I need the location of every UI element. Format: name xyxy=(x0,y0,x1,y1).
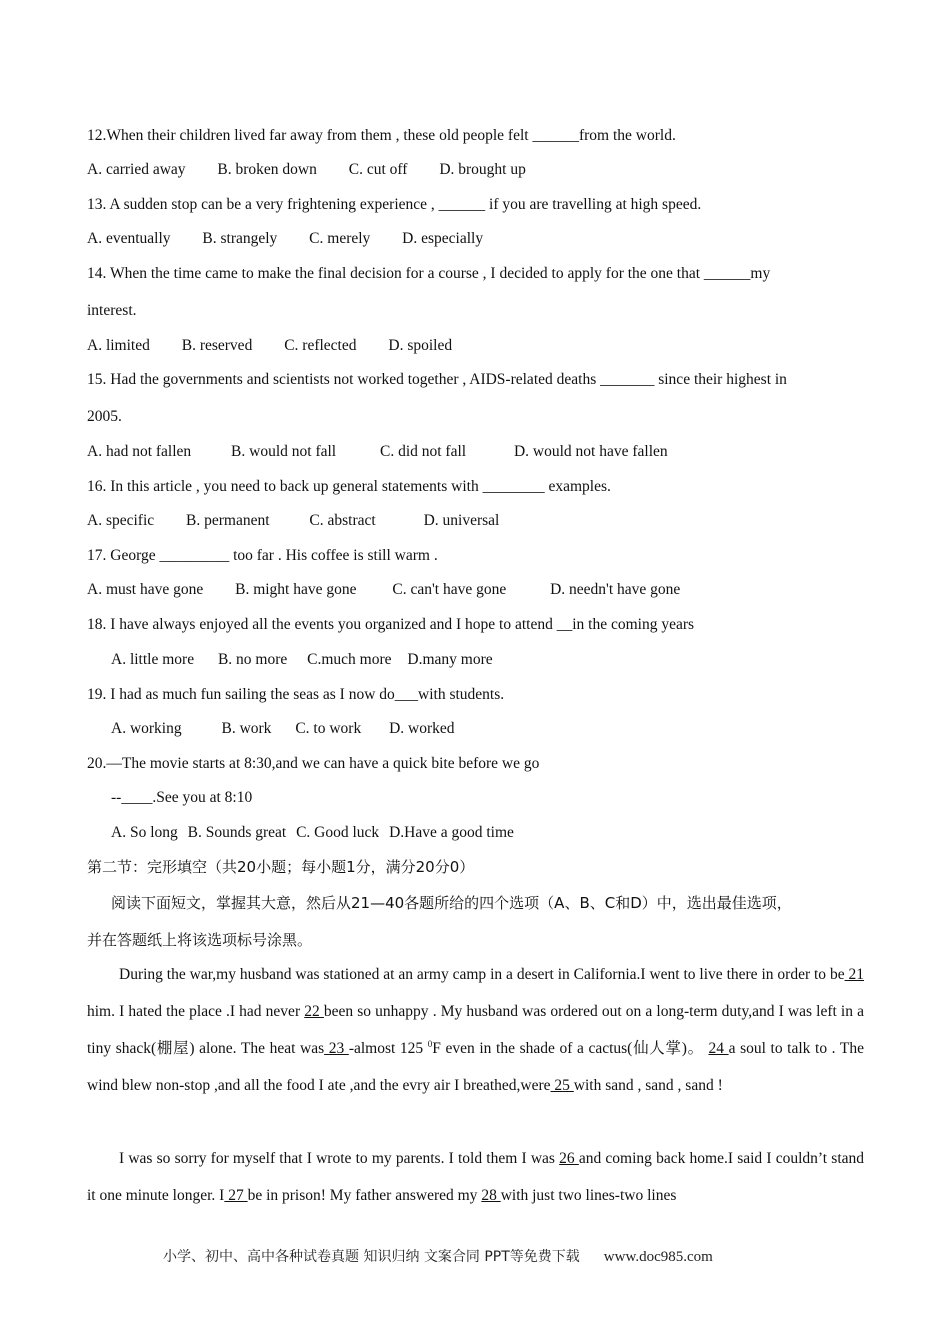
option-c: C. cut off xyxy=(348,161,408,178)
question-12-options xyxy=(87,160,526,180)
option-a: A. eventually xyxy=(87,230,171,247)
option-b: B. work xyxy=(221,720,272,737)
question-20-stem-continued: --____.See you at 8:10 xyxy=(111,789,253,806)
option-b: B. broken down xyxy=(217,161,317,178)
option-c: C.much more xyxy=(307,651,392,668)
question-16-stem: 16. In this article , you need to back up general statements with ________ examples. xyxy=(87,478,611,495)
option-c: C. Good luck xyxy=(296,824,380,841)
question-13-stem: 13. A sudden stop can be a very frightening experience , ______ if you are travelling at high speed. xyxy=(87,196,702,213)
blank-24: 24 xyxy=(708,1040,729,1057)
section-heading: 第二节：完形填空（共20小题；每小题1分，满分20分0） xyxy=(87,858,475,876)
option-d: D. brought up xyxy=(439,161,526,178)
option-b: B. might have gone xyxy=(235,581,357,598)
passage-paragraph-2: I was so sorry for myself that I wrote to my parents. I told them I was 26 and coming back home.I said I couldn’t stand it one minute longer. I 27 be in prison! My father answered my 28 with just two lines-two lines xyxy=(87,1150,865,1204)
option-a: A. So long xyxy=(111,824,178,841)
option-d: D. worked xyxy=(389,720,455,737)
question-17-stem: 17. George _________ too far . His coffee is still warm . xyxy=(87,547,438,564)
question-14-options xyxy=(87,336,452,356)
blank-21: 21 xyxy=(844,966,864,983)
question-12-stem: 12.When their children lived far away from them , these old people felt ______from the world. xyxy=(87,127,676,144)
question-19-stem: 19. I had as much fun sailing the seas as I now do___with students. xyxy=(87,686,505,703)
passage-paragraph-1: During the war,my husband was stationed at an army camp in a desert in California.I went to live there in order to be 21 him. I hated the place .I had never 22 been so unhappy . My husband was ordered out on a long-term duty,and I was left in a tiny shack(棚屋) alone. The heat was 23 -almost 125 $^0$F even in the shade of a cactus(仙人掌)。 24 a soul to talk to . The wind blew non-stop ,and all the food I ate ,and the evry air I breathed,were 25 with sand , sand , sand ! xyxy=(87,966,864,1094)
blank-22: 22 xyxy=(304,1003,324,1020)
question-13-options xyxy=(87,229,483,249)
option-a: A. must have gone xyxy=(87,581,204,598)
option-b: B. would not fall xyxy=(231,443,337,460)
question-16-options xyxy=(87,511,499,531)
option-a: A. little more xyxy=(111,651,195,668)
option-c: C. can't have gone xyxy=(392,581,507,598)
option-c: C. merely xyxy=(309,230,371,247)
option-b: B. reserved xyxy=(181,337,253,354)
question-15-options xyxy=(87,442,668,462)
question-18-stem: 18. I have always enjoyed all the events you organized and I hope to attend __in the coming years xyxy=(87,616,695,633)
question-15-stem-continued: 2005. xyxy=(87,408,122,425)
option-d: D. needn't have gone xyxy=(550,581,681,598)
option-b: B. strangely xyxy=(202,230,278,247)
option-c: C. abstract xyxy=(309,512,376,529)
section-instruction-continued: 并在答题纸上将该选项标号涂黑。 xyxy=(87,931,313,949)
question-15-stem: 15. Had the governments and scientists not worked together , AIDS-related deaths _______ since their highest in xyxy=(87,371,787,388)
question-14-stem: 14. When the time came to make the final decision for a course , I decided to apply for the one that ______my xyxy=(87,265,771,282)
question-14-stem-continued: interest. xyxy=(87,302,137,319)
blank-27: 27 xyxy=(224,1187,248,1204)
question-19-options xyxy=(111,719,455,739)
option-d: D.Have a good time xyxy=(389,824,514,841)
blank-25: 25 xyxy=(550,1077,574,1094)
option-c: C. to work xyxy=(295,720,362,737)
option-a: A. working xyxy=(111,720,182,737)
option-c: C. did not fall xyxy=(379,443,467,460)
option-b: B. Sounds great xyxy=(187,824,287,841)
option-a: A. limited xyxy=(87,337,150,354)
section-instruction: 阅读下面短文，掌握其大意，然后从21—40各题所给的四个选项（A、B、C和D）中，选出最佳选项， xyxy=(111,894,792,912)
option-d: D.many more xyxy=(407,651,493,668)
blank-28: 28 xyxy=(481,1187,501,1204)
question-18-options xyxy=(111,650,493,670)
degree-superscript: 0 xyxy=(427,1038,433,1049)
option-c: C. reflected xyxy=(284,337,357,354)
option-d: D. universal xyxy=(423,512,500,529)
option-d: D. spoiled xyxy=(388,337,453,354)
option-b: B. permanent xyxy=(186,512,270,529)
option-a: A. carried away xyxy=(87,161,186,178)
option-a: A. had not fallen xyxy=(87,443,192,460)
question-17-options xyxy=(87,580,680,600)
footer-text: 小学、初中、高中各种试卷真题 知识归纳 文案合同 PPT等免费下载 xyxy=(163,1249,580,1265)
option-b: B. no more xyxy=(217,651,288,668)
question-20-stem: 20.—The movie starts at 8:30,and we can have a quick bite before we go xyxy=(87,755,540,772)
option-a: A. specific xyxy=(87,512,155,529)
option-d: D. especially xyxy=(402,230,484,247)
blank-26: 26 xyxy=(559,1150,579,1167)
option-d: D. would not have fallen xyxy=(513,443,668,460)
blank-23: 23 xyxy=(324,1040,349,1057)
page-footer xyxy=(163,1246,713,1266)
question-20-options xyxy=(111,823,514,843)
footer-url[interactable]: www.doc985.com xyxy=(603,1249,713,1265)
